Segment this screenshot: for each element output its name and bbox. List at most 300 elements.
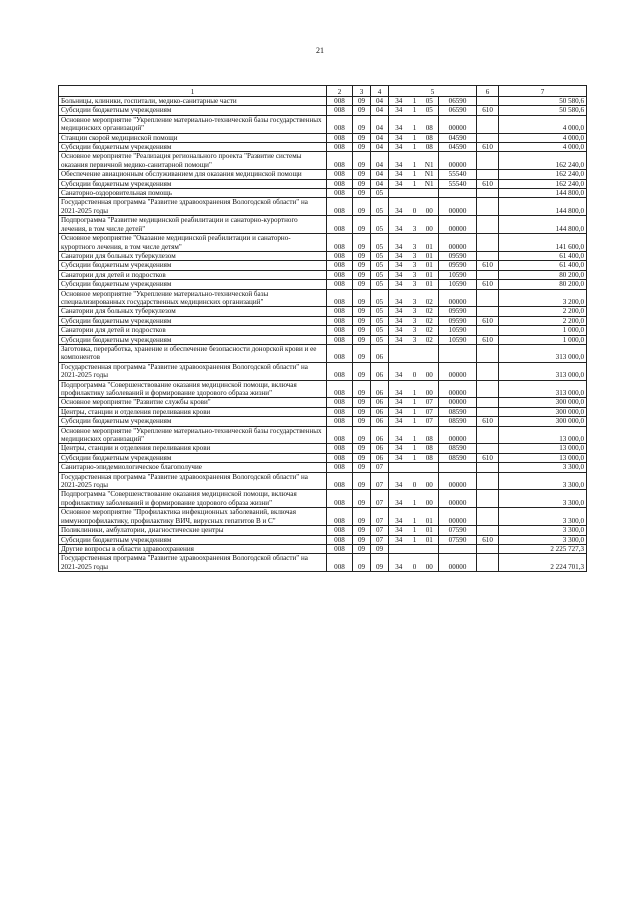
row-target-code-event: 08 [421,133,439,142]
row-target-code-subprogram: 1 [409,453,421,462]
row-name-cell: Поликлиники, амбулатории, диагностические центры [59,526,327,535]
row-ministry-code: 008 [327,526,353,535]
row-amount: 3 300,0 [499,463,587,472]
row-expense-type [477,170,499,179]
row-target-code-subprogram: 1 [409,526,421,535]
row-subsection-code: 04 [371,106,389,115]
row-name-cell: Государственная программа "Развитие здравоохранения Вологодской области" на 2021-2025 годы [59,198,327,216]
row-section-code: 09 [353,106,371,115]
row-name-cell: Основное мероприятие "Профилактика инфекционных заболеваний, включая иммунопрофилактику, профилактику ВИЧ, вирусных гепатитов В и С" [59,508,327,526]
row-section-code: 09 [353,189,371,198]
row-subsection-code: 04 [371,152,389,170]
row-subsection-code: 05 [371,335,389,344]
row-target-code-event: 02 [421,289,439,307]
row-expense-type: 610 [477,453,499,462]
header-col-2: 2 [327,86,353,97]
row-section-code: 09 [353,398,371,407]
row-target-code-program: 34 [389,490,409,508]
row-amount: 313 000,0 [499,344,587,362]
row-section-code: 09 [353,261,371,270]
row-subsection-code: 09 [371,544,389,553]
row-name-cell: Субсидии бюджетным учреждениям [59,280,327,289]
row-target-code-direction: 10590 [439,335,477,344]
row-expense-type: 610 [477,106,499,115]
row-section-code: 09 [353,316,371,325]
row-target-code-event: 02 [421,316,439,325]
row-target-code-direction: 08590 [439,417,477,426]
row-ministry-code: 008 [327,261,353,270]
row-expense-type [477,472,499,490]
row-name-cell: Основное мероприятие "Реализация регионального проекта "Развитие системы оказания первичной медико-санитарной помощи" [59,152,327,170]
row-target-code-program: 34 [389,472,409,490]
row-target-code-program [389,189,409,198]
row-target-code-subprogram: 1 [409,170,421,179]
row-ministry-code: 008 [327,508,353,526]
row-target-code-direction: 00000 [439,198,477,216]
row-target-code-direction: 10590 [439,280,477,289]
row-subsection-code: 05 [371,261,389,270]
row-expense-type [477,152,499,170]
row-section-code: 09 [353,554,371,572]
row-section-code: 09 [353,307,371,316]
row-target-code-event [421,463,439,472]
row-expense-type [477,398,499,407]
row-section-code: 09 [353,472,371,490]
row-target-code-program: 34 [389,535,409,544]
row-amount: 2 200,0 [499,307,587,316]
row-target-code-direction: 00000 [439,152,477,170]
row-target-code-subprogram: 3 [409,307,421,316]
row-target-code-program: 34 [389,133,409,142]
row-target-code-subprogram: 1 [409,490,421,508]
row-ministry-code: 008 [327,133,353,142]
table-row [59,417,587,426]
row-name-cell: Основное мероприятие "Развитие службы крови" [59,398,327,407]
table-row [59,97,587,106]
table-row [59,398,587,407]
row-target-code-subprogram: 1 [409,508,421,526]
row-section-code: 09 [353,280,371,289]
row-ministry-code: 008 [327,380,353,398]
row-target-code-direction: 04590 [439,133,477,142]
row-amount: 144 800,0 [499,216,587,234]
row-name-cell: Санатории для детей и подростков [59,326,327,335]
page-number: 21 [316,46,324,55]
row-amount: 300 000,0 [499,407,587,416]
row-target-code-direction: 55540 [439,170,477,179]
row-ministry-code: 008 [327,490,353,508]
row-section-code: 09 [353,216,371,234]
row-target-code-direction: 08590 [439,407,477,416]
row-expense-type [477,554,499,572]
row-ministry-code: 008 [327,417,353,426]
row-target-code-direction: 09590 [439,261,477,270]
row-ministry-code: 008 [327,544,353,553]
row-target-code-program: 34 [389,316,409,325]
row-ministry-code: 008 [327,97,353,106]
header-col-6: 6 [477,86,499,97]
row-name-cell: Субсидии бюджетным учреждениям [59,316,327,325]
table-row [59,216,587,234]
row-name-cell: Подпрограмма "Совершенствование оказания медицинской помощи, включая профилактику заболеваний и формирование здорового образа жизни" [59,490,327,508]
row-name-cell: Государственная программа "Развитие здравоохранения Вологодской области" на 2021-2025 годы [59,472,327,490]
row-section-code: 09 [353,544,371,553]
row-ministry-code: 008 [327,152,353,170]
row-target-code-program: 34 [389,115,409,133]
header-col-4: 4 [371,86,389,97]
row-name-cell: Субсидии бюджетным учреждениям [59,106,327,115]
table-row [59,335,587,344]
row-subsection-code: 05 [371,198,389,216]
row-name-cell: Субсидии бюджетным учреждениям [59,453,327,462]
row-subsection-code: 05 [371,316,389,325]
row-target-code-event: 02 [421,335,439,344]
row-target-code-subprogram [409,189,421,198]
row-target-code-direction [439,189,477,198]
row-target-code-event: 01 [421,508,439,526]
row-name-cell: Субсидии бюджетным учреждениям [59,143,327,152]
row-target-code-event: 01 [421,270,439,279]
row-target-code-direction: 09590 [439,307,477,316]
row-target-code-subprogram: 0 [409,362,421,380]
row-ministry-code: 008 [327,326,353,335]
row-ministry-code: 008 [327,362,353,380]
row-section-code: 09 [353,152,371,170]
row-subsection-code: 06 [371,444,389,453]
row-amount: 141 600,0 [499,234,587,252]
row-name-cell: Основное мероприятие "Укрепление материально-технической базы государственных медицинских организаций" [59,426,327,444]
row-target-code-program: 34 [389,362,409,380]
row-name-cell: Подпрограмма "Развитие медицинской реабилитации и санаторно-курортного лечения, в том числе детей" [59,216,327,234]
row-target-code-program: 34 [389,554,409,572]
row-target-code-program: 34 [389,216,409,234]
budget-table [58,85,587,572]
row-target-code-subprogram: 3 [409,326,421,335]
row-ministry-code: 008 [327,472,353,490]
row-ministry-code: 008 [327,463,353,472]
row-amount: 1 000,0 [499,335,587,344]
row-subsection-code: 04 [371,97,389,106]
header-col-1: 1 [59,86,327,97]
row-target-code-program: 34 [389,380,409,398]
row-name-cell: Больницы, клиники, госпитали, медико-санитарные части [59,97,327,106]
row-target-code-program: 34 [389,106,409,115]
row-section-code: 09 [353,380,371,398]
row-target-code-event: 00 [421,472,439,490]
row-target-code-direction: 08590 [439,453,477,462]
row-section-code: 09 [353,270,371,279]
row-section-code: 09 [353,198,371,216]
table-row [59,234,587,252]
row-expense-type [477,490,499,508]
row-target-code-direction: 09590 [439,316,477,325]
row-name-cell: Субсидии бюджетным учреждениям [59,535,327,544]
row-expense-type [477,362,499,380]
row-expense-type [477,508,499,526]
row-name-cell: Другие вопросы в области здравоохранения [59,544,327,553]
row-target-code-subprogram [409,544,421,553]
row-target-code-direction: 00000 [439,472,477,490]
row-section-code: 09 [353,115,371,133]
row-target-code-direction: 00000 [439,234,477,252]
row-target-code-program: 34 [389,417,409,426]
row-ministry-code: 008 [327,216,353,234]
row-amount: 1 000,0 [499,326,587,335]
row-target-code-subprogram: 3 [409,289,421,307]
row-section-code: 09 [353,133,371,142]
table-row [59,453,587,462]
row-section-code: 09 [353,97,371,106]
row-target-code-subprogram: 1 [409,398,421,407]
row-ministry-code: 008 [327,316,353,325]
row-target-code-subprogram: 1 [409,97,421,106]
row-target-code-direction: 00000 [439,490,477,508]
row-section-code: 09 [353,289,371,307]
row-target-code-direction [439,344,477,362]
row-expense-type [477,189,499,198]
row-amount: 2 200,0 [499,316,587,325]
row-section-code: 09 [353,490,371,508]
row-target-code-subprogram: 3 [409,234,421,252]
row-target-code-event: 00 [421,216,439,234]
row-ministry-code: 008 [327,189,353,198]
row-amount: 3 300,0 [499,526,587,535]
row-amount: 50 580,6 [499,106,587,115]
row-amount: 300 000,0 [499,398,587,407]
row-expense-type [477,234,499,252]
row-ministry-code: 008 [327,115,353,133]
row-target-code-event: N1 [421,152,439,170]
row-subsection-code: 05 [371,234,389,252]
row-amount: 313 000,0 [499,380,587,398]
table-row [59,251,587,260]
row-target-code-subprogram: 3 [409,261,421,270]
row-target-code-subprogram: 0 [409,554,421,572]
row-subsection-code: 05 [371,251,389,260]
row-target-code-event: 07 [421,407,439,416]
row-name-cell: Государственная программа "Развитие здравоохранения Вологодской области" на 2021-2025 годы [59,554,327,572]
row-section-code: 09 [353,426,371,444]
row-target-code-event: 00 [421,380,439,398]
row-subsection-code: 05 [371,189,389,198]
row-target-code-subprogram: 1 [409,444,421,453]
row-target-code-subprogram [409,463,421,472]
row-ministry-code: 008 [327,307,353,316]
row-amount: 3 300,0 [499,472,587,490]
row-target-code-event: 00 [421,554,439,572]
row-target-code-program: 34 [389,251,409,260]
table-row [59,280,587,289]
row-target-code-event: 00 [421,490,439,508]
row-name-cell: Санатории для детей и подростков [59,270,327,279]
row-amount: 2 225 727,3 [499,544,587,553]
row-name-cell: Санатории для больных туберкулезом [59,251,327,260]
row-amount: 4 000,0 [499,133,587,142]
row-target-code-direction: 00000 [439,426,477,444]
table-row [59,307,587,316]
row-expense-type [477,97,499,106]
row-name-cell: Центры, станции и отделения переливания крови [59,407,327,416]
row-ministry-code: 008 [327,289,353,307]
row-expense-type [477,380,499,398]
row-target-code-subprogram: 1 [409,380,421,398]
row-amount: 3 300,0 [499,490,587,508]
row-target-code-event: 01 [421,535,439,544]
row-ministry-code: 008 [327,398,353,407]
table-row [59,463,587,472]
table-row [59,426,587,444]
row-target-code-event: 05 [421,97,439,106]
row-subsection-code: 06 [371,380,389,398]
row-target-code-subprogram [409,344,421,362]
row-subsection-code: 07 [371,463,389,472]
row-subsection-code: 07 [371,535,389,544]
row-amount: 80 200,0 [499,280,587,289]
row-section-code: 09 [353,463,371,472]
row-subsection-code: 04 [371,115,389,133]
row-expense-type [477,326,499,335]
row-amount: 144 800,0 [499,198,587,216]
row-target-code-event: 02 [421,307,439,316]
row-target-code-program: 34 [389,398,409,407]
row-target-code-program: 34 [389,280,409,289]
row-subsection-code: 04 [371,170,389,179]
table-row [59,198,587,216]
row-amount: 313 000,0 [499,362,587,380]
row-ministry-code: 008 [327,335,353,344]
table-row [59,316,587,325]
row-subsection-code: 06 [371,453,389,462]
row-subsection-code: 07 [371,490,389,508]
row-name-cell: Санатории для больных туберкулезом [59,307,327,316]
row-target-code-subprogram: 3 [409,216,421,234]
header-col-7: 7 [499,86,587,97]
row-target-code-subprogram: 1 [409,152,421,170]
row-section-code: 09 [353,170,371,179]
row-section-code: 09 [353,234,371,252]
row-target-code-subprogram: 3 [409,335,421,344]
table-row [59,326,587,335]
row-amount: 3 200,0 [499,289,587,307]
table-row [59,143,587,152]
row-name-cell: Обеспечение авиационным обслуживанием для оказания медицинской помощи [59,170,327,179]
row-section-code: 09 [353,143,371,152]
row-expense-type: 610 [477,417,499,426]
row-name-cell: Основное мероприятие "Оказание медицинской реабилитации и санаторно-курортного лечения, в том числе детям" [59,234,327,252]
row-section-code: 09 [353,444,371,453]
table-row [59,289,587,307]
header-col-5: 5 [389,86,477,97]
row-ministry-code: 008 [327,407,353,416]
row-expense-type [477,133,499,142]
row-target-code-program: 34 [389,407,409,416]
row-ministry-code: 008 [327,444,353,453]
row-amount: 162 240,0 [499,152,587,170]
row-target-code-subprogram: 3 [409,316,421,325]
row-ministry-code: 008 [327,554,353,572]
row-ministry-code: 008 [327,198,353,216]
row-section-code: 09 [353,508,371,526]
row-amount: 162 240,0 [499,170,587,179]
row-target-code-program: 34 [389,152,409,170]
row-target-code-direction: 00000 [439,216,477,234]
row-amount: 300 000,0 [499,417,587,426]
row-target-code-direction [439,544,477,553]
row-target-code-direction: 07590 [439,526,477,535]
row-target-code-subprogram: 3 [409,270,421,279]
row-target-code-program: 34 [389,198,409,216]
row-target-code-event: 05 [421,106,439,115]
table-row [59,526,587,535]
row-expense-type: 610 [477,179,499,188]
row-target-code-program: 34 [389,444,409,453]
row-name-cell: Заготовка, переработка, хранение и обеспечение безопасности донорской крови и ее компонентов [59,344,327,362]
table-row [59,554,587,572]
row-section-code: 09 [353,526,371,535]
row-target-code-program: 34 [389,426,409,444]
row-expense-type [477,115,499,133]
row-subsection-code: 06 [371,344,389,362]
row-target-code-direction: 10590 [439,326,477,335]
row-ministry-code: 008 [327,270,353,279]
row-name-cell: Санаторно-оздоровительная помощь [59,189,327,198]
row-subsection-code: 05 [371,280,389,289]
row-ministry-code: 008 [327,251,353,260]
row-name-cell: Подпрограмма "Совершенствование оказания медицинской помощи, включая профилактику заболеваний и формирование здорового образа жизни" [59,380,327,398]
row-section-code: 09 [353,326,371,335]
row-amount: 61 400,0 [499,251,587,260]
row-subsection-code: 09 [371,554,389,572]
row-target-code-direction: 04590 [439,143,477,152]
row-subsection-code: 07 [371,508,389,526]
row-target-code-event: 08 [421,444,439,453]
table-row [59,133,587,142]
row-subsection-code: 05 [371,289,389,307]
row-target-code-event: 01 [421,261,439,270]
row-target-code-event: 08 [421,426,439,444]
table-row [59,170,587,179]
row-expense-type [477,216,499,234]
row-amount: 4 000,0 [499,115,587,133]
row-target-code-subprogram: 1 [409,143,421,152]
row-target-code-program: 34 [389,326,409,335]
row-subsection-code: 04 [371,133,389,142]
row-target-code-program: 34 [389,270,409,279]
row-amount: 3 300,0 [499,535,587,544]
row-amount: 4 000,0 [499,143,587,152]
row-target-code-subprogram: 1 [409,426,421,444]
row-subsection-code: 06 [371,398,389,407]
row-target-code-direction: 09590 [439,251,477,260]
row-target-code-event: N1 [421,179,439,188]
row-name-cell: Субсидии бюджетным учреждениям [59,261,327,270]
row-target-code-event: 01 [421,251,439,260]
row-target-code-program: 34 [389,289,409,307]
row-section-code: 09 [353,453,371,462]
row-name-cell: Станции скорой медицинской помощи [59,133,327,142]
row-subsection-code: 05 [371,270,389,279]
row-target-code-program: 34 [389,508,409,526]
row-target-code-event: 01 [421,234,439,252]
row-expense-type [477,463,499,472]
row-target-code-program: 34 [389,234,409,252]
table-row [59,152,587,170]
row-subsection-code: 07 [371,526,389,535]
row-target-code-direction: 00000 [439,554,477,572]
row-target-code-event: 07 [421,398,439,407]
row-amount: 80 200,0 [499,270,587,279]
row-target-code-direction: 06590 [439,106,477,115]
